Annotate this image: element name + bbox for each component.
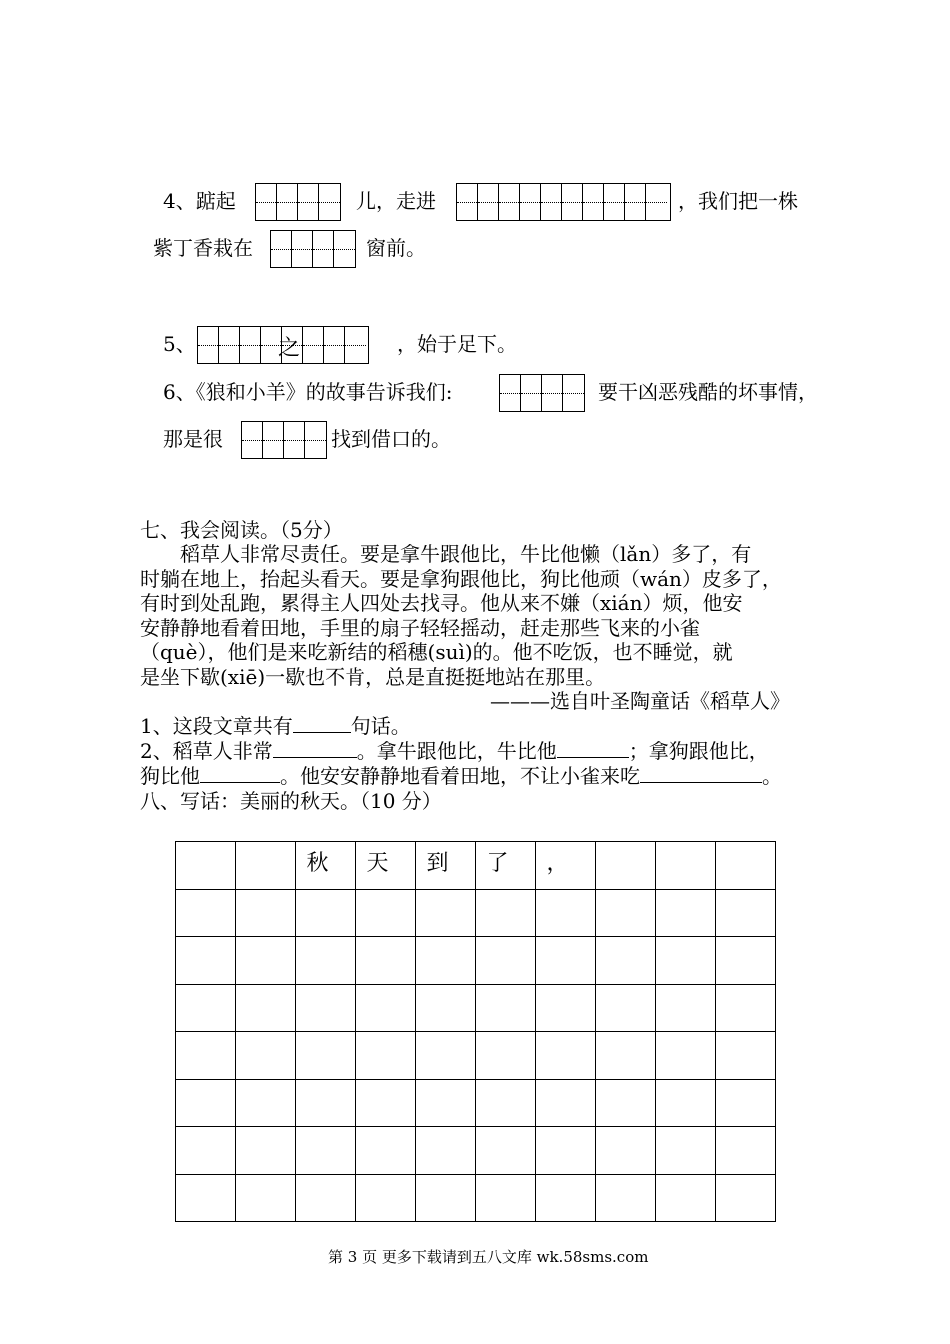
grid-row — [176, 1032, 776, 1080]
q6-text-1: 6、《狼和小羊》的故事告诉我们: — [163, 380, 453, 404]
q2-blank-1[interactable] — [273, 739, 357, 758]
q2-text-c: ；拿狗跟他比， — [628, 739, 769, 763]
q2-text-b: 。拿牛跟他比，牛比他 — [356, 739, 557, 763]
q6-answer-box-1[interactable] — [499, 374, 585, 412]
q1-blank[interactable] — [293, 714, 351, 733]
q2-text-f: 。 — [762, 764, 782, 788]
grid-cell[interactable]: 秋 — [296, 842, 356, 890]
q5-given-char: 之 — [278, 336, 301, 361]
grid-row — [176, 937, 776, 985]
grid-row — [176, 842, 776, 890]
reading-passage — [140, 542, 782, 689]
grid-row — [176, 1174, 776, 1222]
q2-text-d: 狗比他 — [140, 764, 200, 788]
q2-text-e: 。他安安静静地看着田地，不让小雀来吃 — [280, 764, 640, 788]
q5-answer-box[interactable] — [197, 326, 369, 364]
q2-blank-4[interactable] — [640, 764, 762, 783]
q4-answer-box-3[interactable] — [270, 230, 356, 268]
q6-text-4: 找到借口的。 — [331, 427, 451, 451]
grid-cell[interactable] — [656, 842, 716, 890]
passage-line: 时躺在地上，抬起头看天。要是拿狗跟他比，狗比他顽（wán）皮多了， — [140, 566, 782, 591]
grid-cell[interactable]: 了 — [476, 842, 536, 890]
grid-cell[interactable]: 天 — [356, 842, 416, 890]
passage-line: 是坐下歇(xiē)一歇也不肯，总是直挺挺地站在那里。 — [140, 664, 606, 689]
q1-text-a: 1、这段文章共有 — [140, 714, 293, 738]
section8-heading: 八、写话：美丽的秋天。（10 分） — [140, 789, 442, 813]
q4-text-4: 紫丁香栽在 — [153, 236, 253, 260]
section7-q2-line2 — [140, 764, 782, 789]
grid-cell[interactable] — [596, 842, 656, 890]
q6-text-3: 那是很 — [163, 427, 223, 451]
q2-blank-3[interactable] — [200, 764, 280, 783]
grid-row — [176, 1079, 776, 1127]
q1-text-b: 句话。 — [350, 714, 411, 738]
q4-text-5: 窗前。 — [366, 236, 426, 260]
section7-q2-line1 — [140, 739, 769, 764]
grid-row — [176, 889, 776, 937]
q4-label: 4、踮起 — [163, 189, 236, 213]
grid-cell[interactable]: 到 — [416, 842, 476, 890]
q5-text-2: ，始于足下。 — [397, 332, 517, 356]
q6-text-2: 要干凶恶残酷的坏事情， — [598, 380, 818, 404]
grid-cell[interactable] — [716, 842, 776, 890]
q4-text-2: 儿，走进 — [356, 189, 436, 213]
passage-line: 稻草人非常尽责任。要是拿牛跟他比，牛比他懒（lǎn）多了，有 — [140, 542, 752, 566]
page-footer: 第 3 页 更多下载请到五八文库 wk.58sms.com — [328, 1248, 649, 1266]
passage-line: 有时到处乱跑，累得主人四处去找寻。他从来不嫌（xián）烦，他安 — [140, 591, 743, 615]
q4-text-3: ，我们把一株 — [678, 189, 798, 213]
writing-grid[interactable] — [175, 841, 776, 1222]
section7-q1 — [140, 714, 411, 739]
passage-line: （què），他们是来吃新结的稻穗(suì)的。他不吃饭，也不睡觉，就 — [140, 640, 733, 664]
grid-row — [176, 1127, 776, 1175]
q2-blank-2[interactable] — [557, 739, 629, 758]
grid-cell[interactable]: ， — [536, 842, 596, 890]
q2-text-a: 2、稻草人非常 — [140, 739, 273, 763]
grid-cell[interactable] — [176, 842, 236, 890]
q6-answer-box-2[interactable] — [241, 421, 327, 459]
q4-answer-box-1[interactable] — [255, 183, 341, 221]
passage-line: 安静静地看着田地，手里的扇子轻轻摇动，赶走那些飞来的小雀 — [140, 615, 700, 640]
q4-answer-box-2[interactable] — [456, 183, 671, 221]
section7-heading: 七、我会阅读。（5分） — [140, 518, 343, 542]
grid-row — [176, 984, 776, 1032]
passage-source: ———选自叶圣陶童话《稻草人》 — [490, 689, 790, 713]
q5-label: 5、 — [163, 332, 196, 356]
